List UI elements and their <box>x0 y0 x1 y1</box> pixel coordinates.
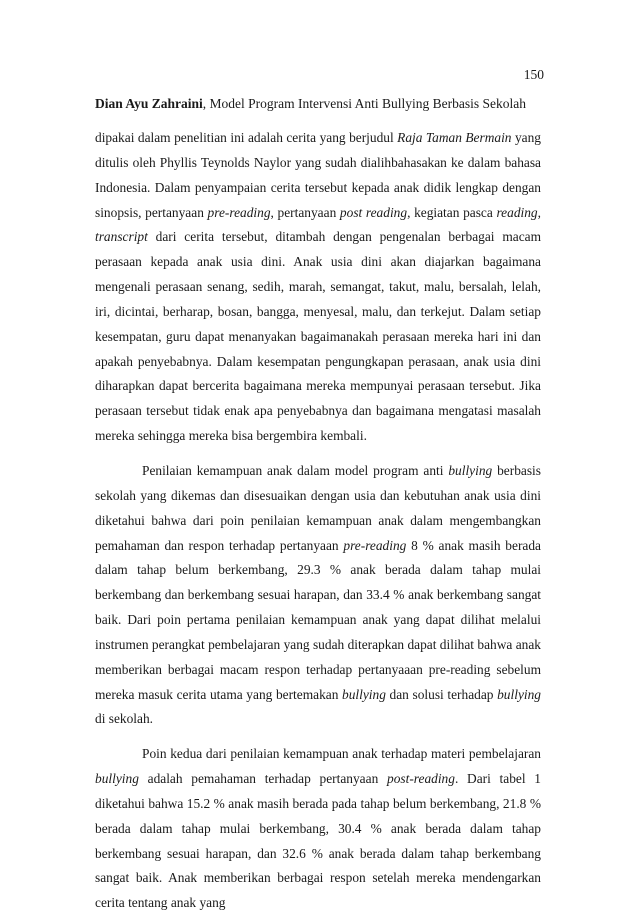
text-run: , <box>537 204 541 220</box>
running-header <box>95 96 541 112</box>
text-run: 8 % anak masih berada dalam tahap belum berkembang, 29.3 % anak berada dalam tahap mulai berkembang dan berkembang sesuai harapan, dan 33.4 % anak berkembang sangat baik. Dari poin pertama penilaian kemampuan anak yang dapat dilihat melalui instrumen perangkat pembelajaran yang sudah diterapkan dapat dilihat bahwa anak memberikan berbagai macam respon terhadap pertanyaaan pre-reading sebelum mereka masuk cerita utama yang bertemakan <box>95 537 541 702</box>
text-run: di sekolah. <box>95 711 154 727</box>
italic-term: bullying <box>95 771 139 787</box>
text-run: Penilaian kemampuan anak dalam model program anti <box>142 462 449 478</box>
text-run: , pertanyaan <box>270 204 340 220</box>
text-run: Poin kedua dari penilaian kemampuan anak terhadap materi pembelajaran <box>142 746 541 762</box>
text-run: . Dari tabel 1 diketahui bahwa 15.2 % anak masih berada pada tahap belum berkembang, 21.8 % berada dalam tahap mulai berkembang, 30.4 % anak berada dalam tahap berkembang sesuai harapan, dan 32.6 % anak berada dalam tahap berkembang sangat baik. Anak memberikan berbagai respon setelah mereka mendengarkan cerita tentang anak yang <box>95 771 541 911</box>
italic-term: post-reading <box>387 771 455 787</box>
text-run: yang ditulis oleh Phyllis Teynolds Naylor yang sudah dialihbahasakan ke dalam bahasa Indonesia. Dalam penyampaian cerita tersebut kepada anak didik lengkap dengan sinopsis, pertanyaan <box>95 130 542 220</box>
italic-term: Raja Taman Bermain <box>397 130 512 145</box>
italic-term: pre-reading <box>207 204 271 220</box>
text-run: adalah pemahaman terhadap pertanyaan <box>138 771 387 787</box>
text-run: dari cerita tersebut, ditambah dengan pengenalan berbagai macam perasaan kepada anak usia dini. Anak usia dini akan diajarkan bagaimana mengenali perasaan senang, sedih, marah, semangat, takut, malu, bersalah, lelah, iri, dicintai, berharap, bosan, bangga, menyesal, malu, dan terkejut. Dalam setiap kesempatan, guru dapat menanyakan bagaimanakah perasaan mereka hari ini dan apakah penyebabnya. Dalam kesempatan pengungkapan perasaan, anak usia dini diharapkan dapat bercerita bagaimana mereka mempunyai perasaan tersebut. Jika perasaan tersebut tidak enak apa penyebabnya dan bagaimana mengatasi masalah mereka sehingga mereka bisa bergembira kembali. <box>95 229 541 444</box>
page-number: 150 <box>523 67 544 82</box>
italic-term: pre-reading <box>343 537 407 553</box>
header-title: Model Program Intervensi Anti Bullying Berbasis Sekolah <box>209 96 527 111</box>
italic-term: bullying <box>448 462 493 478</box>
body-text <box>95 126 541 916</box>
header-author: Dian Ayu Zahraini <box>95 96 203 111</box>
italic-term: transcript <box>95 229 148 245</box>
text-run: , kegiatan pasca <box>407 204 497 220</box>
paragraph-2 <box>95 459 541 732</box>
paragraph-3 <box>95 742 541 916</box>
italic-term: reading <box>496 204 538 220</box>
text-run: dan solusi terhadap <box>385 686 498 702</box>
text-run: dipakai dalam penelitian ini adalah cerita yang berjudul <box>95 130 398 145</box>
text-run: berbasis sekolah yang dikemas dan disesuaikan dengan usia dan kebutuhan anak usia dini diketahui bahwa dari poin penilaian kemampuan anak dalam mengembangkan pemahaman dan respon terhadap pertanyaan <box>95 462 541 553</box>
header-separator: , <box>202 96 210 111</box>
italic-term: bullying <box>342 686 386 702</box>
italic-term: bullying <box>497 686 541 702</box>
italic-term: post reading <box>339 204 408 220</box>
paragraph-1 <box>95 126 541 449</box>
